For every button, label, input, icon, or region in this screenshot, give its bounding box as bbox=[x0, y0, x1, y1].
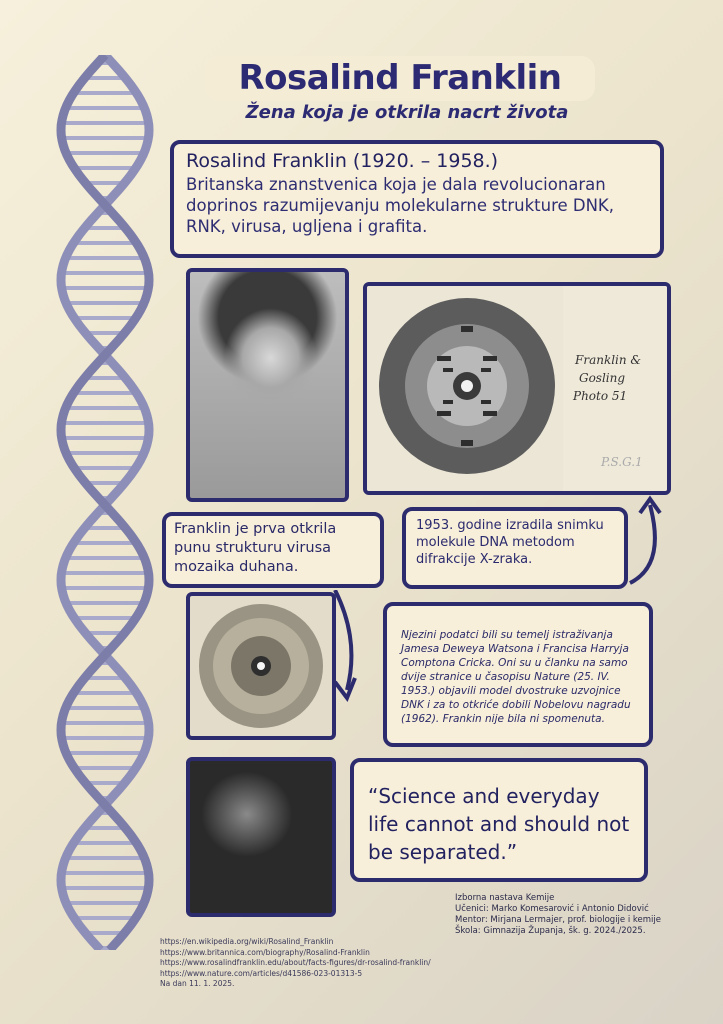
portrait-photo bbox=[186, 268, 349, 502]
arrow-down-icon bbox=[325, 590, 365, 710]
intro-heading: Rosalind Franklin (1920. – 1958.) bbox=[186, 150, 499, 172]
watson-crick-box bbox=[383, 602, 653, 747]
diffraction-pattern bbox=[367, 286, 667, 491]
intro-box bbox=[170, 140, 664, 258]
intro-text: Britanska znanstvenica koja je dala revolucionaran doprinos razumijevanju molekularne strukture DNK, RNK, virusa, ugljena i grafita. bbox=[186, 175, 615, 236]
photo-note-line-4: P.S.G.1 bbox=[601, 455, 643, 469]
credits-line-2: Učenici: Marko Komesarović i Antonio Didović bbox=[455, 904, 649, 914]
tmv-text: Franklin je prva otkrila punu strukturu virusa mozaika duhana. bbox=[174, 521, 337, 575]
references bbox=[160, 937, 460, 990]
credits-line-1: Izborna nastava Kemije bbox=[455, 893, 555, 903]
title-box bbox=[205, 56, 595, 101]
reference-link[interactable]: https://www.rosalindfranklin.edu/about/facts-figures/dr-rosalind-franklin/ bbox=[160, 958, 431, 967]
dna-1953-text: 1953. godine izradila snimku molekule DNA metodom difrakcije X-zraka. bbox=[416, 518, 604, 567]
photo-note-line-3: Photo 51 bbox=[573, 389, 628, 403]
quote-box bbox=[350, 758, 648, 882]
tmv-box bbox=[162, 512, 384, 588]
reference-link[interactable]: https://www.nature.com/articles/d41586-023-01313-5 bbox=[160, 968, 363, 978]
dna-1953-box bbox=[402, 507, 628, 589]
tmv-diffraction-pattern bbox=[190, 596, 332, 736]
page-title: Rosalind Franklin bbox=[238, 58, 562, 98]
reference-date: Na dan 11. 1. 2025. bbox=[160, 979, 235, 988]
credits bbox=[455, 893, 685, 937]
page-subtitle: Žena koja je otkrila nacrt života bbox=[245, 102, 569, 123]
credits-line-3: Mentor: Mirjana Lermajer, prof. biologije i kemije bbox=[455, 915, 661, 925]
dna-helix-icon bbox=[50, 55, 160, 950]
arrow-curve-icon bbox=[628, 495, 668, 595]
microscope-photo bbox=[186, 757, 336, 917]
tmv-diffraction-photo bbox=[186, 592, 336, 740]
reference-link[interactable]: https://www.britannica.com/biography/Rosalind-Franklin bbox=[160, 947, 370, 957]
photo-note-line-1: Franklin & bbox=[575, 353, 642, 367]
credits-line-4: Škola: Gimnazija Županja, šk. g. 2024./2025. bbox=[455, 926, 646, 936]
reference-link[interactable]: https://en.wikipedia.org/wiki/Rosalind_Franklin bbox=[160, 937, 334, 946]
photo-51-image bbox=[363, 282, 671, 495]
watson-crick-text: Njezini podatci bili su temelj istraživanja Jamesa Deweya Watsona i Francisa Harryja Comptona Cricka. Oni su u članku na samo dvije stranice u časopisu Nature (25. IV. 1953.) objavili model dvostruke uzvojnice DNK i za to otkriće dobili Nobelovu nagradu (1962). Frankin nije bila ni spomenuta. bbox=[401, 629, 631, 725]
photo-note-line-2: Gosling bbox=[579, 371, 626, 385]
quote-text: “Science and everyday life cannot and should not be separated.” bbox=[368, 784, 630, 864]
